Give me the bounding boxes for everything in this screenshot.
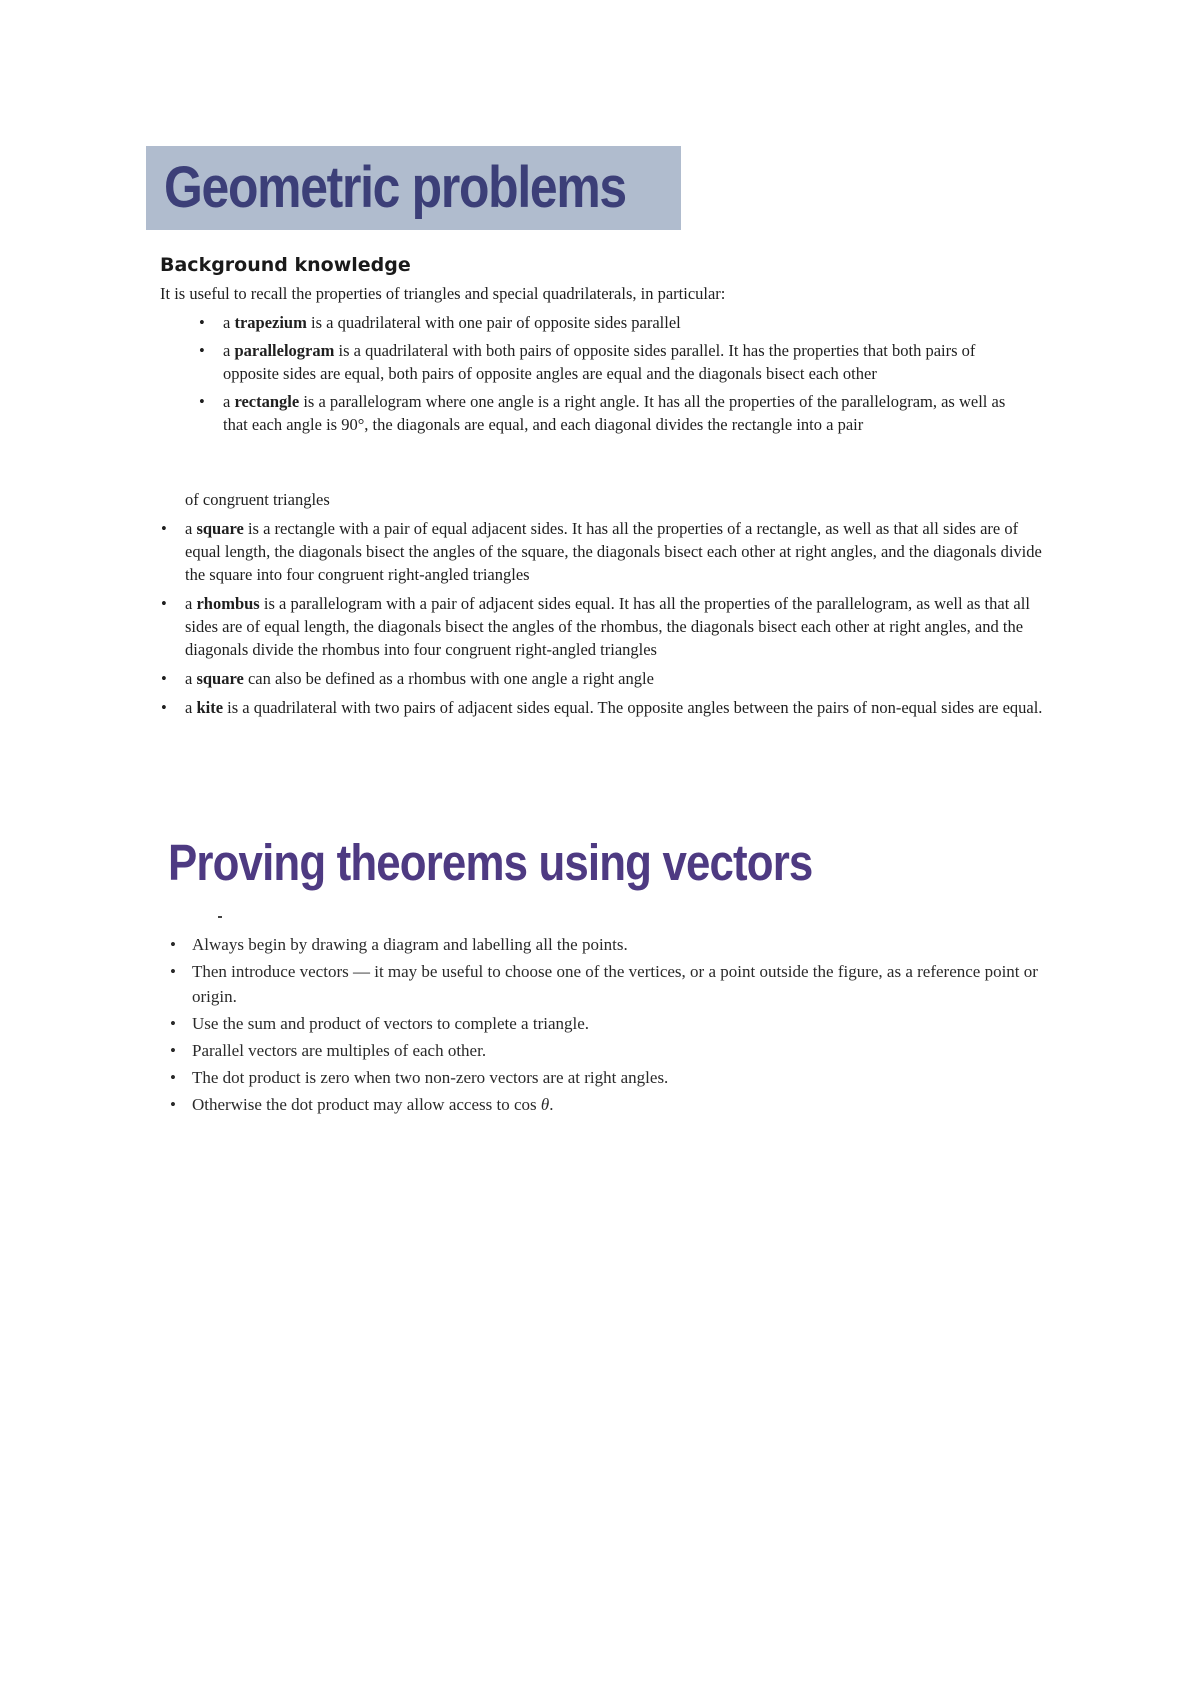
quadrilateral-list-b <box>161 517 1055 725</box>
continuation-text: of congruent triangles <box>185 490 330 509</box>
bullet-icon: • <box>161 698 167 717</box>
intro-paragraph: It is useful to recall the properties of triangles and special quadrilaterals, in particular: <box>160 284 726 303</box>
bullet-icon: • <box>170 1095 176 1114</box>
term: rectangle <box>234 392 300 411</box>
bullet-icon: • <box>199 392 205 411</box>
bullet-icon: • <box>199 341 205 360</box>
list-item: • a parallelogram is a quadrilateral with both pairs of opposite sides parallel. It has the properties that both pairs of opposite sides are equal, both pairs of opposite angles are equal and the diagonals bisect each other <box>199 341 976 383</box>
bullet-icon: • <box>170 1068 176 1087</box>
list-item: • a square can also be defined as a rhombus with one angle a right angle <box>161 669 654 688</box>
section-heading-background: Background knowledge <box>160 254 411 276</box>
quadrilateral-list-a <box>199 311 1033 441</box>
page-title: Geometric problems <box>164 155 626 220</box>
list-item: • Otherwise the dot product may allow access to cos θ. <box>192 1092 1072 1117</box>
bullet-icon: • <box>170 1041 176 1060</box>
term: trapezium <box>234 313 307 332</box>
bullet-icon: • <box>161 669 167 688</box>
term: rhombus <box>196 594 260 613</box>
list-item: • The dot product is zero when two non-zero vectors are at right angles. <box>192 1065 1072 1090</box>
term: square <box>196 669 244 688</box>
bullet-icon: • <box>161 519 167 538</box>
term: parallelogram <box>234 341 335 360</box>
theta-symbol: θ <box>540 1095 550 1114</box>
vectors-list <box>170 932 1072 1119</box>
bullet-icon: • <box>170 935 176 954</box>
list-item: • Use the sum and product of vectors to complete a triangle. <box>192 1011 1072 1036</box>
bullet-icon: • <box>161 594 167 613</box>
list-item: • Then introduce vectors — it may be useful to choose one of the vertices, or a point outside the figure, as a reference point or origin. <box>192 959 1072 1009</box>
list-item: • a square is a rectangle with a pair of equal adjacent sides. It has all the properties of a rectangle, as well as that all sides are of equal length, the diagonals bisect the angles of the square, the diagonals bisect each other at right angles, and the diagonals divide the square into four congruent right-angled triangles <box>161 519 1042 584</box>
list-item: • a kite is a quadrilateral with two pairs of adjacent sides equal. The opposite angles between the pairs of non-equal sides are equal. <box>161 698 1043 717</box>
bullet-icon: • <box>199 313 205 332</box>
list-item: • a rhombus is a parallelogram with a pair of adjacent sides equal. It has all the properties of the parallelogram, as well as that all sides are of equal length, the diagonals bisect the angles of the rhombus, the diagonals bisect each other at right angles, and the diagonals divide the rhombus into four congruent right-angled triangles <box>161 594 1030 659</box>
stray-mark <box>218 916 222 918</box>
list-item: • a trapezium is a quadrilateral with one pair of opposite sides parallel <box>199 313 681 332</box>
bullet-icon: • <box>170 1014 176 1033</box>
bullet-icon: • <box>170 962 176 981</box>
list-item: • Parallel vectors are multiples of each other. <box>192 1038 1072 1063</box>
list-item: • a rectangle is a parallelogram where one angle is a right angle. It has all the properties of the parallelogram, as well as that each angle is 90°, the diagonals are equal, and each diagonal divides the rectangle into a pair <box>199 392 1006 434</box>
list-item: • Always begin by drawing a diagram and labelling all the points. <box>192 932 1072 957</box>
term: square <box>196 519 244 538</box>
term: kite <box>196 698 224 717</box>
section-title-vectors: Proving theorems using vectors <box>168 834 813 891</box>
